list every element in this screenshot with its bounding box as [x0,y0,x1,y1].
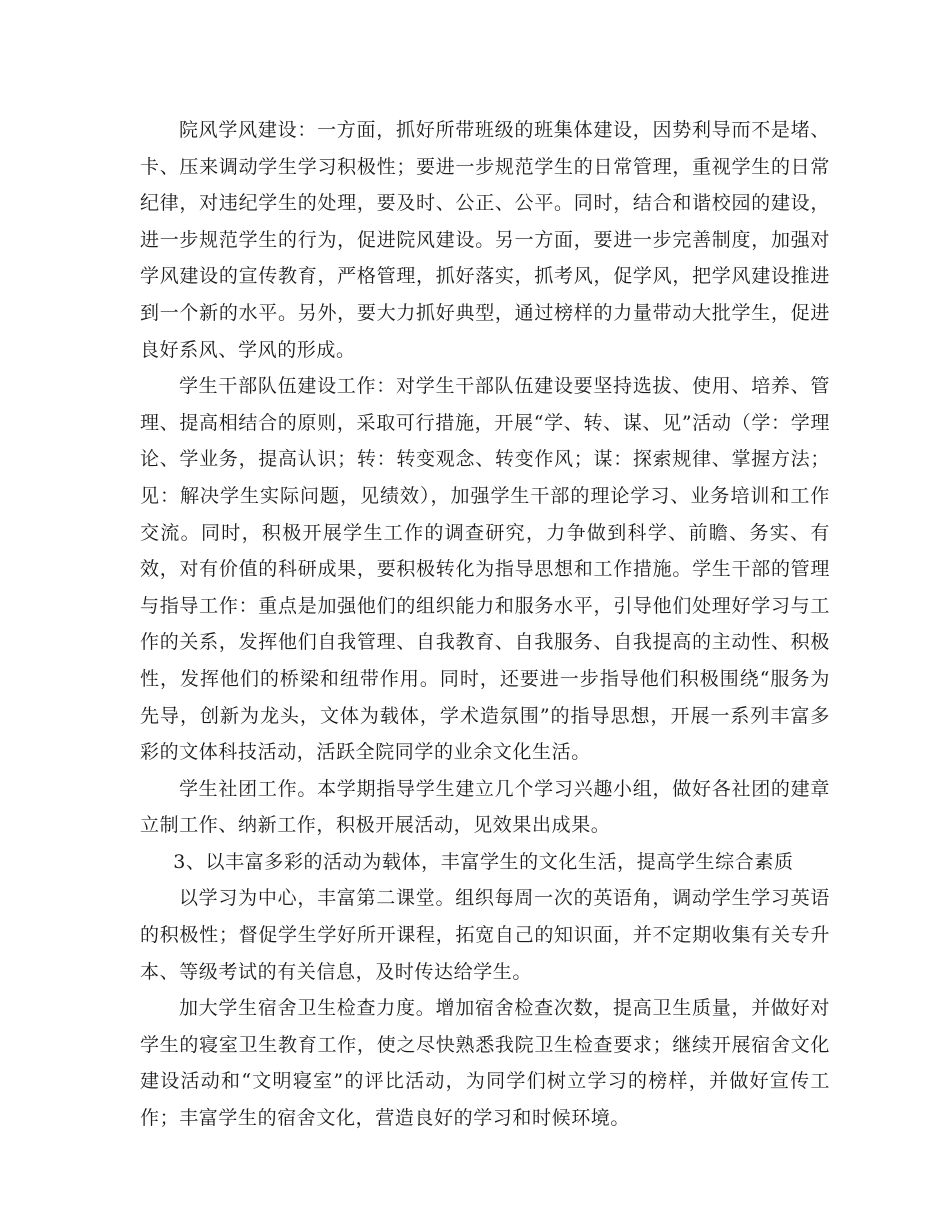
section-heading-activities: 3、以丰富多彩的活动为载体，丰富学生的文化生活，提高学生综合素质 [173,850,794,873]
document-body [140,112,830,1137]
paragraph-student-clubs: 学生社团工作。本学期指导学生建立几个学习兴趣小组，做好各社团的建章立制工作、纳新工作，积极开展活动，见效果出成果。 [140,777,830,837]
paragraph-dormitory-hygiene: 加大学生宿舍卫生检查力度。增加宿舍检查次数，提高卫生质量，并做好对学生的寝室卫生教育工作，使之尽快熟悉我院卫生检查要求；继续开展宿舍文化建设活动和“文明寝室”的评比活动，为同学们树立学习的榜样，并做好宣传工作；丰富学生的宿舍文化，营造良好的学习和时候环境。 [140,997,830,1130]
paragraph-second-classroom: 以学习为中心，丰富第二课堂。组织每周一次的英语角，调动学生学习英语的积极性；督促学生学好所开课程，拓宽自己的知识面，并不定期收集有关专升本、等级考试的有关信息，及时传达给学生。 [140,887,830,983]
paragraph-academic-style: 院风学风建设：一方面，抓好所带班级的班集体建设，因势利导而不是堵、卡、压来调动学生学习积极性；要进一步规范学生的日常管理，重视学生的日常纪律，对违纪学生的处理，要及时、公正、公平。同时，结合和谐校园的建设，进一步规范学生的行为，促进院风建设。另一方面，要进一步完善制度，加强对学风建设的宣传教育，严格管理，抓好落实，抓考风，促学风，把学风建设推进到一个新的水平。另外，要大力抓好典型，通过榜样的力量带动大批学生，促进良好系风、学风的形成。 [140,119,830,361]
paragraph-student-cadres: 学生干部队伍建设工作：对学生干部队伍建设要坚持选拔、使用、培养、管理、提高相结合的原则，采取可行措施，开展“学、转、谋、见”活动（学：学理论、学业务，提高认识；转：转变观念、转变作风；谋：探索规律、掌握方法；见：解决学生实际问题，见绩效），加强学生干部的理论学习、业务培训和工作交流。同时，积极开展学生工作的调查研究，力争做到科学、前瞻、务实、有效，对有价值的科研成果，要积极转化为指导思想和工作措施。学生干部的管理与指导工作：重点是加强他们的组织能力和服务水平，引导他们处理好学习与工作的关系，发挥他们自我管理、自我教育、自我服务、自我提高的主动性、积极性，发挥他们的桥梁和纽带作用。同时，还要进一步指导他们积极围绕“服务为先导，创新为龙头，文体为载体，学术造氛围”的指导思想，开展一系列丰富多彩的文体科技活动，活跃全院同学的业余文化生活。 [140,375,830,764]
